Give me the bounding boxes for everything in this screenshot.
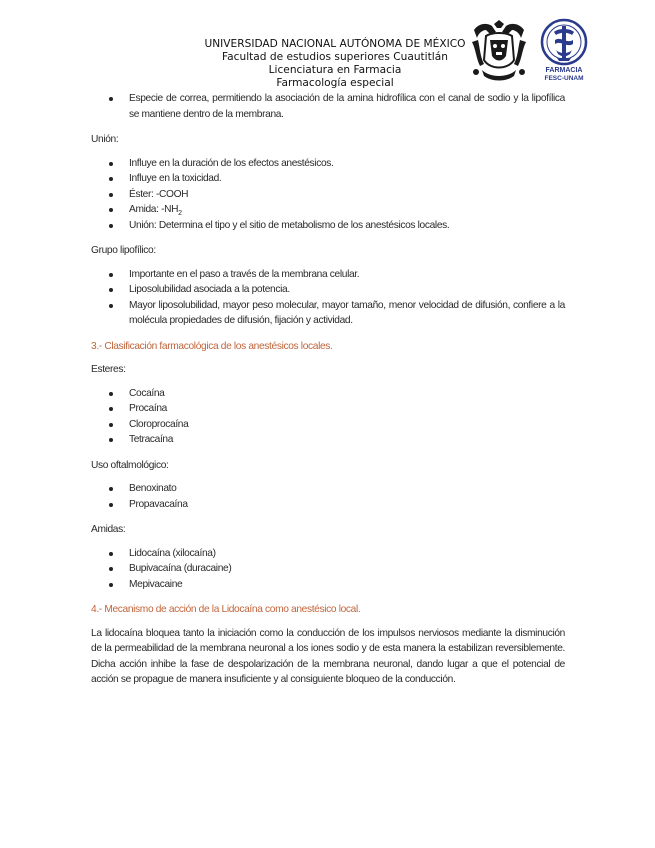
list-item: Cloroprocaína [129, 417, 565, 433]
union-label: Unión: [91, 134, 119, 145]
list-item: Influye en la duración de los efectos anestésicos. [129, 156, 565, 172]
header-faculty: Facultad de estudios superiores Cuautitlán [222, 51, 448, 63]
oftalmo-label: Uso oftalmológico: [91, 459, 169, 471]
union-list [91, 156, 565, 234]
list-item: Procaína [129, 401, 565, 417]
list-item: Tetracaína [129, 432, 565, 448]
grupo-list [91, 267, 565, 329]
list-item: Especie de correa, permitiendo la asociación de la amina hidrofílica con el canal de sodio y la lipofílica se mantiene dentro de la membrana. [129, 91, 565, 122]
amidas-list [91, 546, 565, 593]
list-item: Importante en el paso a través de la membrana celular. [129, 267, 565, 283]
list-item: Propavacaína [129, 497, 565, 513]
list-item: Influye en la toxicidad. [129, 171, 565, 187]
list-item: Lidocaína (xilocaína) [129, 546, 565, 562]
esteres-list [91, 386, 565, 448]
list-item: Unión: Determina el tipo y el sitio de metabolismo de los anestésicos locales. [129, 218, 565, 234]
section-3-heading: 3.- Clasificación farmacológica de los anestésicos locales. [91, 340, 333, 352]
document-header [150, 38, 520, 90]
list-item: Liposolubilidad asociada a la potencia. [129, 282, 565, 298]
list-item: Bupivacaína (duracaine) [129, 561, 565, 577]
logo-text-fesc: FESC-UNAM [544, 75, 584, 82]
intro-list [91, 91, 565, 122]
section-4-heading: 4.- Mecanismo de acción de la Lidocaína como anestésico local. [91, 604, 361, 615]
list-item: Éster: -COOH [129, 187, 565, 203]
list-item: Benoxinato [129, 481, 565, 497]
fesc-unam-logo [537, 18, 591, 82]
document-body [91, 91, 565, 688]
logo-text-farmacia: FARMACIA [545, 67, 583, 74]
amida-subscript: 2 [178, 210, 182, 218]
list-item: Mayor liposolubilidad, mayor peso molecular, mayor tamaño, menor velocidad de difusión, confiere a la molécula propiedades de difusión, fijación y actividad. [129, 298, 565, 329]
list-item [129, 202, 565, 218]
header-degree: Licenciatura en Farmacia [268, 64, 402, 76]
amida-text: Amida: -NH [129, 204, 179, 215]
esteres-label: Esteres: [91, 364, 126, 375]
list-item: Cocaína [129, 386, 565, 402]
grupo-label: Grupo lipofílico: [91, 245, 156, 256]
header-university: UNIVERSIDAD NACIONAL AUTÓNOMA DE MÉXICO [204, 38, 466, 50]
list-item: Mepivacaine [129, 577, 565, 593]
amidas-label: Amidas: [91, 524, 126, 535]
section-4-paragraph: La lidocaína bloquea tanto la iniciación como la conducción de los impulsos nerviosos mediante la disminución de la permeabilidad de la membrana neuronal a los iones sodio y de esta manera la estabilizan reversiblemente. Dicha acción inhibe la fase de despolarización de la membrana neuronal, dando lugar a que el potencial de acción se propague de manera insuficiente y al consiguiente bloqueo de la conducción. [91, 627, 565, 685]
unam-seal-logo [468, 20, 530, 84]
header-course: Farmacología especial [276, 77, 394, 89]
oftalmo-list [91, 481, 565, 512]
